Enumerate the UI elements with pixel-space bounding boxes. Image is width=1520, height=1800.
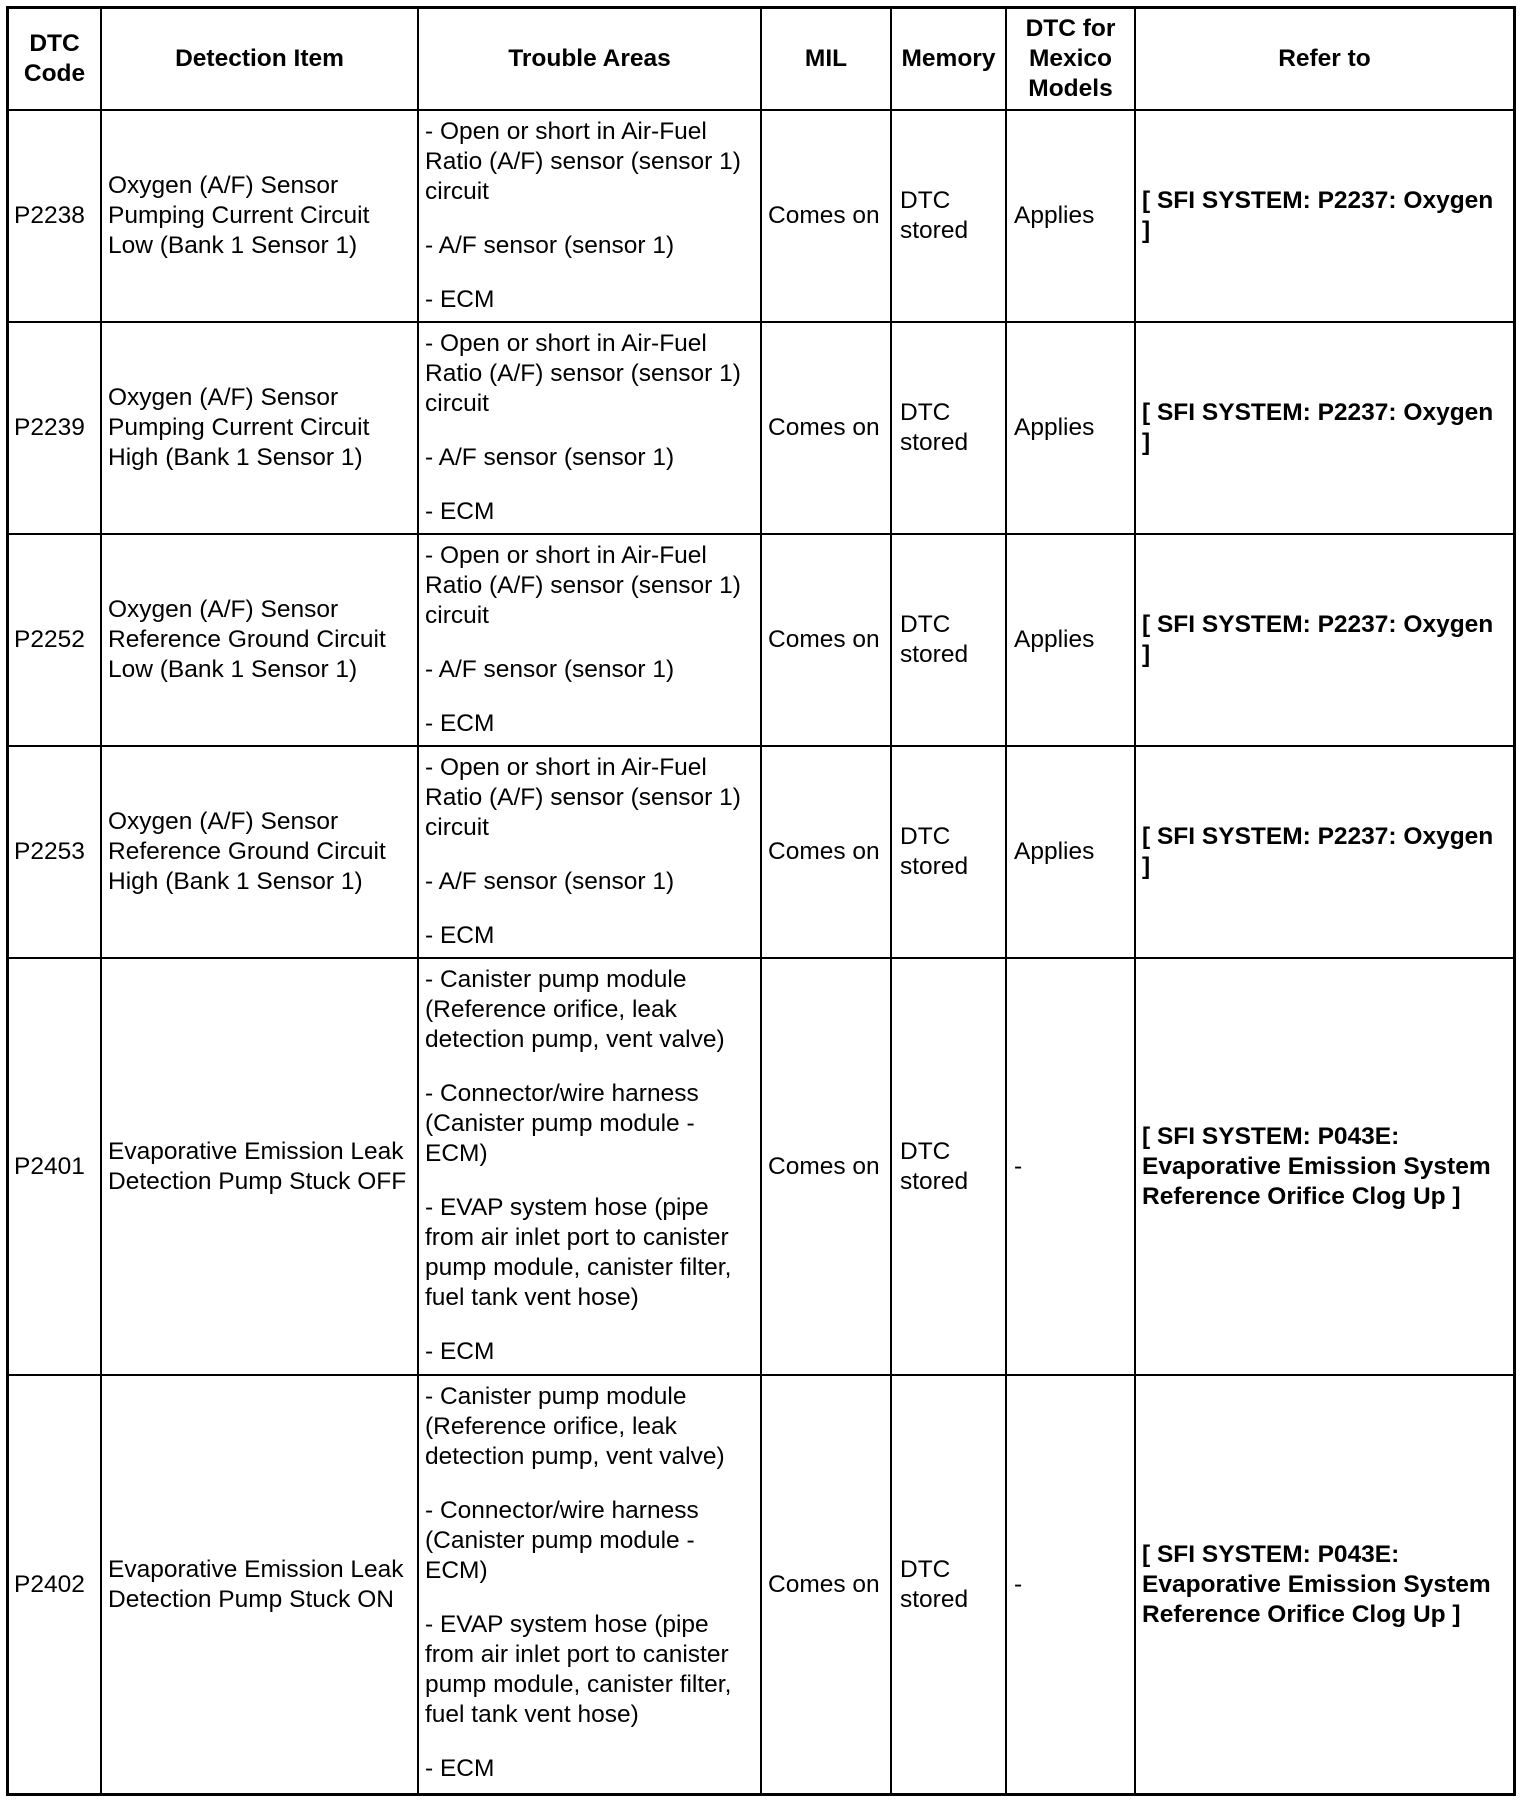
trouble-area-item: - ECM: [425, 1755, 495, 1782]
mil-status: Comes on: [768, 1152, 880, 1180]
dtc-code-cell: [9, 323, 102, 535]
mil-cell: [762, 323, 892, 535]
mil-cell: [762, 535, 892, 747]
trouble-areas-cell: [419, 1376, 762, 1793]
dtc-mexico-cell: [1007, 1376, 1136, 1793]
trouble-area-item: - Open or short in Air-Fuel Ratio (A/F) sensor (sensor 1) circuit: [425, 542, 741, 629]
memory-cell: [892, 323, 1007, 535]
trouble-area-item: - A/F sensor (sensor 1): [425, 868, 675, 895]
trouble-area-item: - A/F sensor (sensor 1): [425, 444, 675, 471]
mil-status: Comes on: [768, 838, 880, 865]
dtc-mexico-cell: [1007, 535, 1136, 747]
trouble-area-item: - ECM: [425, 1338, 495, 1365]
trouble-area-item: - ECM: [425, 286, 495, 313]
dtc-mexico-status: -: [1014, 1570, 1023, 1598]
refer-to-cell: [1136, 747, 1513, 959]
dtc-code: P2252: [14, 626, 85, 653]
header-label: Memory: [901, 45, 996, 72]
dtc-code: P2238: [14, 202, 85, 229]
detection-item-cell: [102, 1376, 419, 1793]
header-dtc-code: [9, 9, 102, 111]
header-label: DTC Code: [23, 30, 86, 87]
mil-cell: [762, 747, 892, 959]
trouble-area-item: - EVAP system hose (pipe from air inlet port to canister pump module, canister filter, fuel tank vent hose): [425, 1194, 732, 1311]
trouble-area-item: - Canister pump module (Reference orifice, leak detection pump, vent valve): [425, 966, 725, 1053]
trouble-area-item: - EVAP system hose (pipe from air inlet port to canister pump module, canister filter, fuel tank vent hose): [425, 1611, 732, 1728]
refer-to-cell: [1136, 111, 1513, 323]
memory-cell: [892, 535, 1007, 747]
refer-to-cell: [1136, 323, 1513, 535]
memory-status: DTC stored: [900, 611, 969, 668]
header-label: Refer to: [1278, 45, 1371, 72]
mil-cell: [762, 959, 892, 1376]
dtc-mexico-status: Applies: [1014, 414, 1095, 441]
mil-status: Comes on: [768, 626, 880, 653]
refer-to-link[interactable]: [ SFI SYSTEM: P2237: Oxygen ]: [1142, 399, 1494, 456]
trouble-area-item: - Connector/wire harness (Canister pump module - ECM): [425, 1497, 699, 1584]
detection-item: Evaporative Emission Leak Detection Pump Stuck ON: [108, 1555, 404, 1613]
memory-status: DTC stored: [900, 399, 969, 456]
detection-item: Oxygen (A/F) Sensor Reference Ground Circuit Low (Bank 1 Sensor 1): [108, 596, 386, 683]
dtc-code: P2402: [14, 1570, 85, 1598]
header-detection-item: [102, 9, 419, 111]
header-label: MIL: [804, 45, 848, 72]
header-label: Trouble Areas: [508, 45, 671, 72]
header-mil: [762, 9, 892, 111]
trouble-areas-cell: [419, 535, 762, 747]
refer-to-cell: [1136, 535, 1513, 747]
dtc-mexico-status: Applies: [1014, 202, 1095, 229]
header-label: Detection Item: [175, 45, 344, 72]
dtc-code: P2401: [14, 1152, 85, 1180]
refer-to-link[interactable]: [ SFI SYSTEM: P2237: Oxygen ]: [1142, 187, 1494, 244]
trouble-areas-cell: [419, 323, 762, 535]
trouble-areas-cell: [419, 747, 762, 959]
trouble-area-item: - Open or short in Air-Fuel Ratio (A/F) sensor (sensor 1) circuit: [425, 330, 741, 417]
mil-status: Comes on: [768, 202, 880, 229]
dtc-table: [6, 6, 1516, 1796]
header-refer-to: [1136, 9, 1513, 111]
memory-cell: [892, 111, 1007, 323]
trouble-area-item: - Connector/wire harness (Canister pump module - ECM): [425, 1080, 699, 1167]
dtc-mexico-cell: [1007, 111, 1136, 323]
memory-cell: [892, 747, 1007, 959]
refer-to-link[interactable]: [ SFI SYSTEM: P2237: Oxygen ]: [1142, 823, 1494, 880]
dtc-code-cell: [9, 1376, 102, 1793]
memory-status: DTC stored: [900, 187, 969, 244]
trouble-area-item: - Open or short in Air-Fuel Ratio (A/F) sensor (sensor 1) circuit: [425, 754, 741, 841]
mil-cell: [762, 1376, 892, 1793]
detection-item: Oxygen (A/F) Sensor Pumping Current Circuit High (Bank 1 Sensor 1): [108, 384, 370, 471]
refer-to-cell: [1136, 959, 1513, 1376]
detection-item: Oxygen (A/F) Sensor Pumping Current Circuit Low (Bank 1 Sensor 1): [108, 172, 370, 259]
refer-to-link[interactable]: [ SFI SYSTEM: P043E: Evaporative Emission System Reference Orifice Clog Up ]: [1142, 1540, 1491, 1628]
header-label: DTC for Mexico Models: [1025, 15, 1116, 102]
detection-item: Oxygen (A/F) Sensor Reference Ground Circuit High (Bank 1 Sensor 1): [108, 808, 386, 895]
mil-cell: [762, 111, 892, 323]
dtc-code: P2239: [14, 414, 85, 441]
dtc-code-cell: [9, 535, 102, 747]
refer-to-cell: [1136, 1376, 1513, 1793]
detection-item: Evaporative Emission Leak Detection Pump Stuck OFF: [108, 1137, 407, 1195]
refer-to-link[interactable]: [ SFI SYSTEM: P043E: Evaporative Emission System Reference Orifice Clog Up ]: [1142, 1122, 1491, 1210]
memory-status: DTC stored: [900, 1137, 969, 1195]
dtc-mexico-status: Applies: [1014, 626, 1095, 653]
mil-status: Comes on: [768, 1570, 880, 1598]
memory-cell: [892, 959, 1007, 1376]
dtc-code-cell: [9, 959, 102, 1376]
mil-status: Comes on: [768, 414, 880, 441]
dtc-mexico-cell: [1007, 323, 1136, 535]
header-dtc-mexico: [1007, 9, 1136, 111]
trouble-areas-cell: [419, 111, 762, 323]
trouble-area-item: - ECM: [425, 498, 495, 525]
refer-to-link[interactable]: [ SFI SYSTEM: P2237: Oxygen ]: [1142, 611, 1494, 668]
dtc-code-cell: [9, 111, 102, 323]
dtc-code-cell: [9, 747, 102, 959]
memory-status: DTC stored: [900, 1555, 969, 1613]
dtc-code: P2253: [14, 838, 85, 865]
header-memory: [892, 9, 1007, 111]
detection-item-cell: [102, 323, 419, 535]
trouble-area-item: - A/F sensor (sensor 1): [425, 232, 675, 259]
detection-item-cell: [102, 747, 419, 959]
dtc-mexico-cell: [1007, 959, 1136, 1376]
trouble-area-item: - ECM: [425, 710, 495, 737]
dtc-mexico-status: -: [1014, 1152, 1023, 1180]
trouble-area-item: - A/F sensor (sensor 1): [425, 656, 675, 683]
dtc-mexico-status: Applies: [1014, 838, 1095, 865]
detection-item-cell: [102, 959, 419, 1376]
trouble-area-item: - Open or short in Air-Fuel Ratio (A/F) sensor (sensor 1) circuit: [425, 118, 741, 205]
trouble-areas-cell: [419, 959, 762, 1376]
memory-cell: [892, 1376, 1007, 1793]
memory-status: DTC stored: [900, 823, 969, 880]
trouble-area-item: - Canister pump module (Reference orifice, leak detection pump, vent valve): [425, 1383, 725, 1470]
detection-item-cell: [102, 111, 419, 323]
header-trouble-areas: [419, 9, 762, 111]
detection-item-cell: [102, 535, 419, 747]
dtc-mexico-cell: [1007, 747, 1136, 959]
trouble-area-item: - ECM: [425, 922, 495, 949]
